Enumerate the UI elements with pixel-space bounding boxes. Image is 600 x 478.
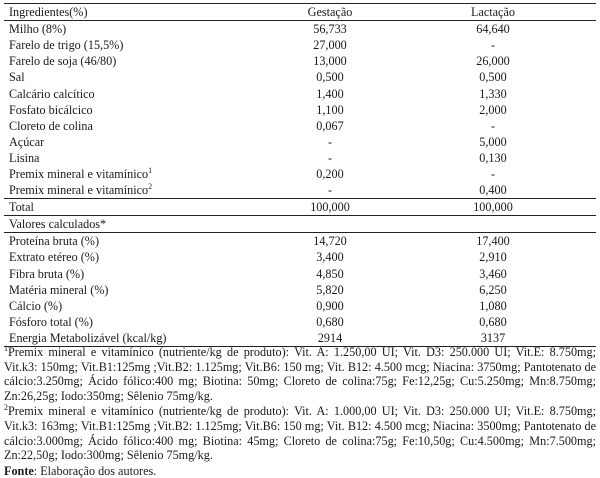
ingredient-row-gestation: 0,500 (316, 70, 344, 85)
calculated-row-lactation: 17,400 (476, 234, 510, 249)
calculated-row (4, 233, 596, 250)
footnote-reference: 2 (148, 182, 153, 192)
calculated-row-name-text: Extrato etéreo (%) (9, 250, 100, 265)
ingredient-row-name (4, 37, 270, 53)
ingredient-row-lactation: 5,000 (479, 134, 507, 149)
footnote-1-mark: 1 (4, 344, 8, 353)
ingredient-row (4, 85, 596, 101)
calculated-row (4, 266, 596, 282)
ingredient-row-lactation: - (490, 166, 496, 181)
ingredient-row-name (4, 69, 270, 85)
total-row (4, 199, 596, 216)
ingredient-row-lactation: 64,640 (476, 22, 510, 37)
calculated-row-lactation: 0,680 (479, 314, 507, 329)
ingredient-row-lactation: - (490, 118, 496, 133)
ingredient-row-name (4, 118, 270, 134)
calculated-row-name (4, 298, 270, 314)
ingredient-row-name-text: Premix mineral e vitamínico (9, 183, 149, 198)
ingredient-row (4, 37, 596, 53)
calculated-row (4, 249, 596, 265)
ingredient-row-name-text: Calcário calcítico (9, 86, 95, 101)
calculated-row-name-text: Proteína bruta (%) (9, 234, 100, 249)
ingredient-row-lactation: 0,400 (479, 183, 507, 198)
calculated-row-name-text: Fósforo total (%) (9, 314, 93, 329)
calculated-values-title: Valores calculados* (4, 216, 596, 233)
ingredient-row-lactation: 1,330 (479, 86, 507, 101)
ingredient-row (4, 21, 596, 38)
calculated-row-gestation: 14,720 (313, 234, 347, 249)
calculated-row-lactation: 3,460 (479, 266, 507, 281)
footnote-2 (4, 404, 596, 462)
ingredient-row-gestation: 1,400 (316, 86, 344, 101)
ingredient-row-gestation: - (327, 150, 333, 165)
ingredient-row (4, 166, 596, 182)
footnote-1 (4, 345, 596, 403)
ingredient-row-name-text: Lisina (9, 150, 40, 165)
ingredient-row-name (4, 166, 270, 182)
footnote-2-mark: 2 (4, 403, 8, 413)
ingredient-row-name-text: Farelo de soja (46/80) (9, 54, 117, 69)
ingredient-row-gestation: 56,733 (313, 22, 347, 37)
calculated-row-gestation: 0,900 (316, 298, 344, 313)
ingredient-row-name-text: Premix mineral e vitamínico (9, 166, 149, 181)
calculated-row-gestation: 0,680 (316, 314, 344, 329)
calculated-row-name (4, 249, 270, 265)
calculated-row-lactation: 1,080 (479, 298, 507, 313)
ingredient-row (4, 53, 596, 69)
calculated-values-title-row (4, 216, 596, 233)
ingredient-row-name (4, 150, 270, 166)
ingredient-row-name-text: Milho (8%) (9, 22, 67, 37)
ingredient-row-gestation: 1,100 (316, 102, 344, 117)
calculated-row (4, 330, 596, 347)
ingredient-row-name-text: Sal (9, 70, 25, 85)
ingredient-row-gestation: - (327, 134, 333, 149)
calculated-row-lactation: 6,250 (479, 282, 507, 297)
calculated-row-name (4, 330, 270, 347)
calculated-row-name (4, 233, 270, 250)
ingredient-row-lactation: - (490, 38, 496, 53)
ingredient-row-name (4, 53, 270, 69)
ingredient-row (4, 182, 596, 199)
ingredient-row-name-text: Açúcar (9, 134, 45, 149)
total-lactation: 100,000 (390, 199, 596, 216)
calculated-row-name (4, 266, 270, 282)
calculated-row-gestation: 2914 (270, 330, 390, 347)
ingredient-row (4, 118, 596, 134)
calculated-row-lactation: 2,910 (479, 250, 507, 265)
calculated-row-name (4, 282, 270, 298)
source-label: Fonte (4, 463, 34, 478)
ingredient-row-name (4, 134, 270, 150)
total-gestation: 100,000 (270, 199, 390, 216)
ingredient-row-lactation: 0,130 (479, 150, 507, 165)
header-ingredients: Ingredientes(%) (4, 4, 270, 21)
calculated-row-name-text: Matéria mineral (%) (9, 282, 109, 297)
ingredient-row (4, 69, 596, 85)
ingredient-row-name (4, 85, 270, 101)
ingredient-row-gestation: 27,000 (313, 38, 347, 53)
footnote-reference: 1 (148, 165, 153, 175)
calculated-row (4, 282, 596, 298)
ingredient-row (4, 150, 596, 166)
footnote-2-text: Premix mineral e vitamínico (nutriente/kg de produto): Vit. A: 1.000,00 UI; Vit. D3: 250.000 UI; Vit.E: 8.750mg; Vit.k3: 163mg; Vit.B1:125mg ;Vit.B2: 1.125mg; Vit.B6: 150 mg; Vit. B12: 4.500 mcg; Niacina: 3500mg; Pantotenato de cálcio:3.000mg; Ácido fólico:400 mg; Biotina: 45mg; Cloreto de colina:75g; Fe:10,50g; Cu:4.500mg; Mn:7.500mg; Zn:22,50g; Iodo:300mg; Sêlenio 75mg/kg. (4, 404, 596, 463)
calculated-row-name-text: Cálcio (%) (9, 298, 63, 313)
source-note (4, 464, 596, 478)
header-gestation: Gestação (270, 4, 390, 21)
calculated-row (4, 298, 596, 314)
calculated-row-lactation: 3137 (390, 330, 596, 347)
ingredient-row-gestation: 0,200 (316, 166, 344, 181)
calculated-row-name-text: Fibra bruta (%) (9, 266, 85, 281)
footnote-1-text: Premix mineral e vitamínico (nutriente/kg de produto): Vit. A: 1.250,00 UI; Vit. D3: 250.000 UI; Vit.E: 8.750mg; Vit.k3: 150mg; Vit.B1:125mg ;Vit.B2: 1.125mg; Vit.B6: 150 mg; Vit. B12: 4.500 mcg; Niacina: 3750mg; Pantotenato de cálcio:3.250mg; Ácido fólico:400 mg; Biotina: 50mg; Cloreto de colina:75g; Fe:12,25g; Cu:5.250mg; Mn:8.750mg; Zn:26,25g; Iodo:350mg; Sêlenio 75mg/kg. (4, 345, 596, 403)
calculated-row (4, 314, 596, 330)
total-label: Total (4, 199, 270, 216)
ingredient-row-lactation: 0,500 (479, 70, 507, 85)
calculated-values-body (4, 233, 596, 347)
footnotes (4, 345, 596, 478)
calculated-row-name (4, 314, 270, 330)
ingredient-row-gestation: - (327, 183, 333, 198)
source-text: : Elaboração dos autores. (33, 463, 157, 478)
ingredient-row-name-text: Fosfato bicálcico (9, 102, 93, 117)
ingredient-row-name-text: Farelo de trigo (15,5%) (9, 38, 124, 53)
calculated-row-gestation: 5,820 (316, 282, 344, 297)
header-lactation: Lactação (390, 4, 596, 21)
ingredient-row-gestation: 13,000 (313, 54, 347, 69)
calculated-row-name-text: Energia Metabolizável (kcal/kg) (9, 330, 167, 345)
calculated-row-gestation: 4,850 (316, 266, 344, 281)
ingredients-body (4, 21, 596, 199)
ingredient-row-name-text: Cloreto de colina (9, 118, 93, 133)
calculated-row-gestation: 3,400 (316, 250, 344, 265)
ingredient-row (4, 102, 596, 118)
table-header-row (4, 4, 596, 21)
ingredient-row-name (4, 182, 270, 199)
ingredient-row-gestation: 0,067 (316, 118, 344, 133)
ingredient-row-lactation: 26,000 (476, 54, 510, 69)
ingredient-row-name (4, 21, 270, 38)
diet-composition-table (4, 3, 596, 347)
ingredient-row (4, 134, 596, 150)
ingredient-row-name (4, 102, 270, 118)
ingredient-row-lactation: 2,000 (479, 102, 507, 117)
